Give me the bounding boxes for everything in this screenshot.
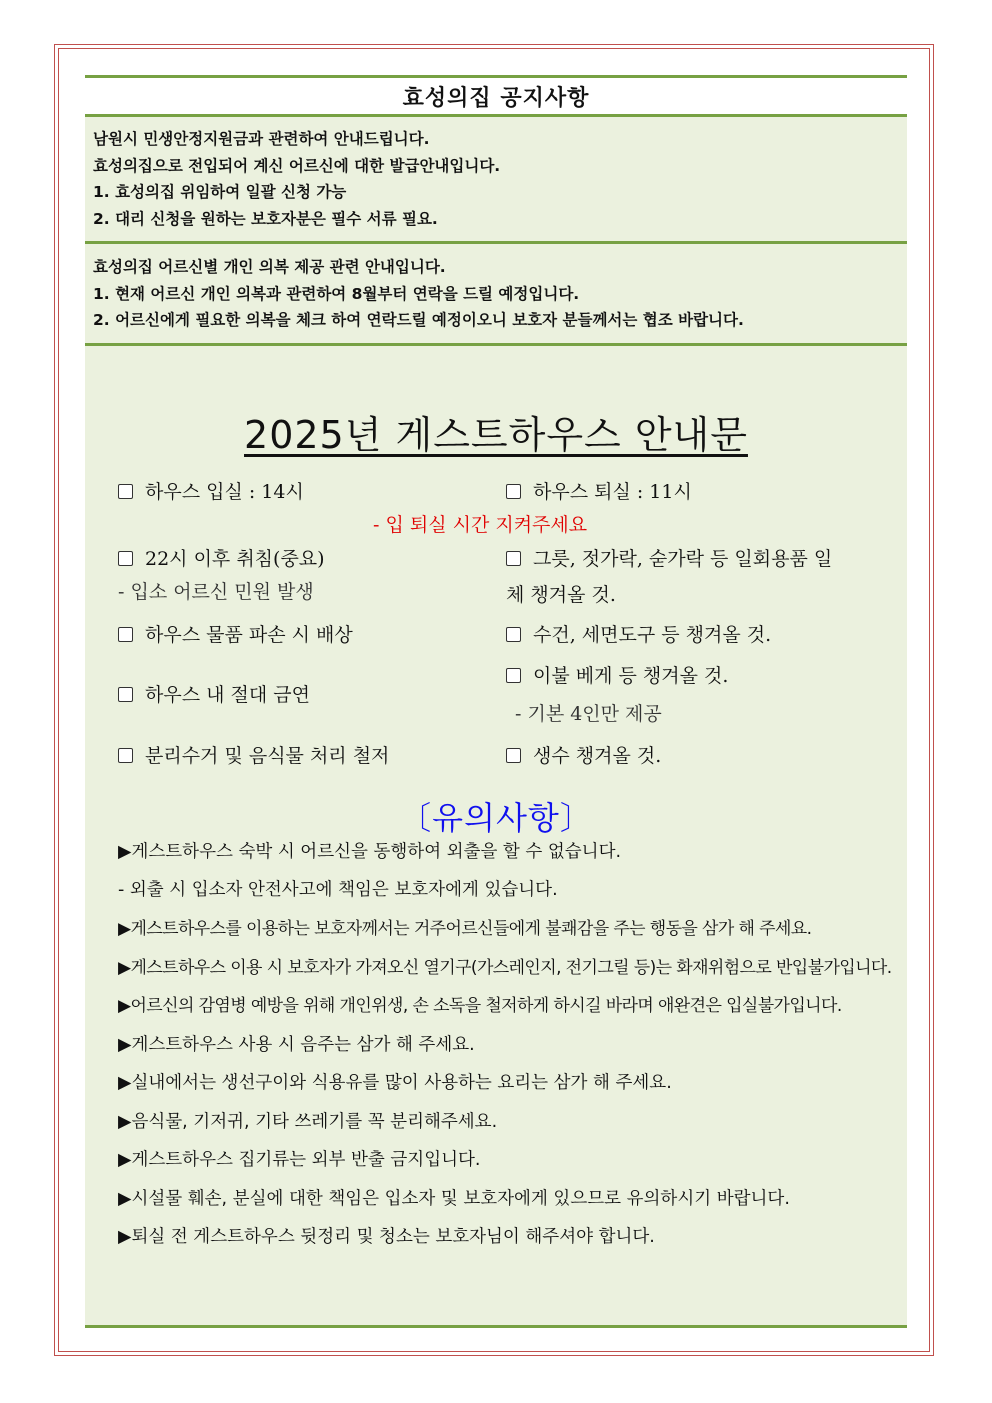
recycle-label: 분리수거 및 음식물 처리 철저 (145, 744, 390, 767)
guesthouse-section (85, 346, 907, 1328)
precaution-item: ▶게스트하우스를 이용하는 보호자께서는 거주어르신들에게 불쾌감을 주는 행동을 삼가 해 주세요. (118, 918, 812, 939)
notice-title: 효성의집 공지사항 (85, 75, 907, 117)
notice-line: 2. 어르신에게 필요한 의복을 체크 하여 연락드릴 예정이오니 보호자 분들께서는 협조 바랍니다. (93, 311, 744, 329)
precaution-item: - 외출 시 입소자 안전사고에 책임은 보호자에게 있습니다. (118, 879, 558, 900)
checkout-item (506, 474, 692, 510)
checkbox-icon (118, 748, 133, 763)
checkin-item (118, 474, 304, 510)
dishes-label: 그릇, 젓가락, 숟가락 등 일회용품 일 (533, 547, 833, 570)
towel-item (506, 617, 771, 653)
checkbox-icon (506, 748, 521, 763)
notice-box-clothing (85, 244, 907, 346)
checkin-label: 하우스 입실 : 14시 (145, 480, 304, 503)
checkbox-icon (506, 551, 521, 566)
towel-label: 수건, 세면도구 등 챙겨올 것. (533, 623, 772, 646)
nosmoking-item (118, 677, 310, 713)
checkbox-icon (118, 484, 133, 499)
bedding-note: - 기본 4인만 제공 (515, 702, 662, 725)
notice-line: 1. 효성의집 위임하여 일괄 신청 가능 (93, 183, 347, 201)
quiet-item (118, 541, 325, 577)
quiet-label: 22시 이후 취침(중요) (145, 547, 325, 570)
notice-line: 효성의집으로 전입되어 계신 어르신에 대한 발급안내입니다. (93, 156, 501, 175)
water-label: 생수 챙겨올 것. (533, 744, 662, 767)
precaution-item: ▶게스트하우스 숙박 시 어르신을 동행하여 외출을 할 수 없습니다. (118, 841, 622, 862)
precaution-item: ▶게스트하우스 사용 시 음주는 삼가 해 주세요. (118, 1034, 475, 1055)
precaution-item: ▶음식물, 기저귀, 기타 쓰레기를 꼭 분리해주세요. (118, 1111, 498, 1132)
precaution-item: ▶퇴실 전 게스트하우스 뒷정리 및 청소는 보호자님이 해주셔야 합니다. (118, 1226, 655, 1247)
precaution-item: ▶실내에서는 생선구이와 식용유를 많이 사용하는 요리는 삼가 해 주세요. (118, 1072, 672, 1093)
checkbox-icon (118, 627, 133, 642)
precaution-item: ▶시설물 훼손, 분실에 대한 책임은 입소자 및 보호자에게 있으므로 유의하시기 바랍니다. (118, 1188, 790, 1209)
bedding-item (506, 658, 728, 694)
quiet-note: - 입소 어르신 민원 발생 (118, 580, 314, 603)
precaution-item: ▶게스트하우스 집기류는 외부 반출 금지입니다. (118, 1149, 481, 1170)
dishes-item (506, 541, 832, 577)
notice-box-support-fund (85, 117, 907, 244)
checkout-label: 하우스 퇴실 : 11시 (533, 480, 692, 503)
damage-item (118, 617, 353, 653)
checkbox-icon (506, 484, 521, 499)
precaution-item: ▶어르신의 감염병 예방을 위해 개인위생, 손 소독을 철저하게 하시길 바라며 애완견은 입실불가입니다. (118, 995, 842, 1016)
bedding-label: 이불 베게 등 챙겨올 것. (533, 664, 729, 687)
water-item (506, 738, 661, 774)
notice-line: 남원시 민생안정지원금과 관련하여 안내드립니다. (93, 130, 430, 148)
checkbox-icon (506, 627, 521, 642)
nosmoking-label: 하우스 내 절대 금연 (145, 683, 310, 706)
dishes-label-cont: 체 챙겨올 것. (506, 583, 616, 606)
notice-line: 2. 대리 신청을 원하는 보호자분은 필수 서류 필요. (93, 209, 438, 228)
precaution-item: ▶게스트하우스 이용 시 보호자가 가져오신 열기구(가스레인지, 전기그릴 등)는 화재위험으로 반입불가입니다. (118, 957, 892, 978)
notice-sheet (85, 75, 907, 1328)
precautions-title: 〔유의사항〕 (399, 798, 593, 837)
notice-line: 1. 현재 어르신 개인 의복과 관련하여 8월부터 연락을 드릴 예정입니다. (93, 284, 580, 303)
checkbox-icon (118, 551, 133, 566)
time-note: - 입 퇴실 시간 지켜주세요 (373, 513, 588, 536)
recycle-item (118, 738, 389, 774)
guesthouse-title: 2025년 게스트하우스 안내문 (244, 412, 748, 457)
checkbox-icon (118, 687, 133, 702)
notice-line: 효성의집 어르신별 개인 의복 제공 관련 안내입니다. (93, 258, 446, 276)
damage-label: 하우스 물품 파손 시 배상 (145, 623, 353, 646)
checkbox-icon (506, 668, 521, 683)
